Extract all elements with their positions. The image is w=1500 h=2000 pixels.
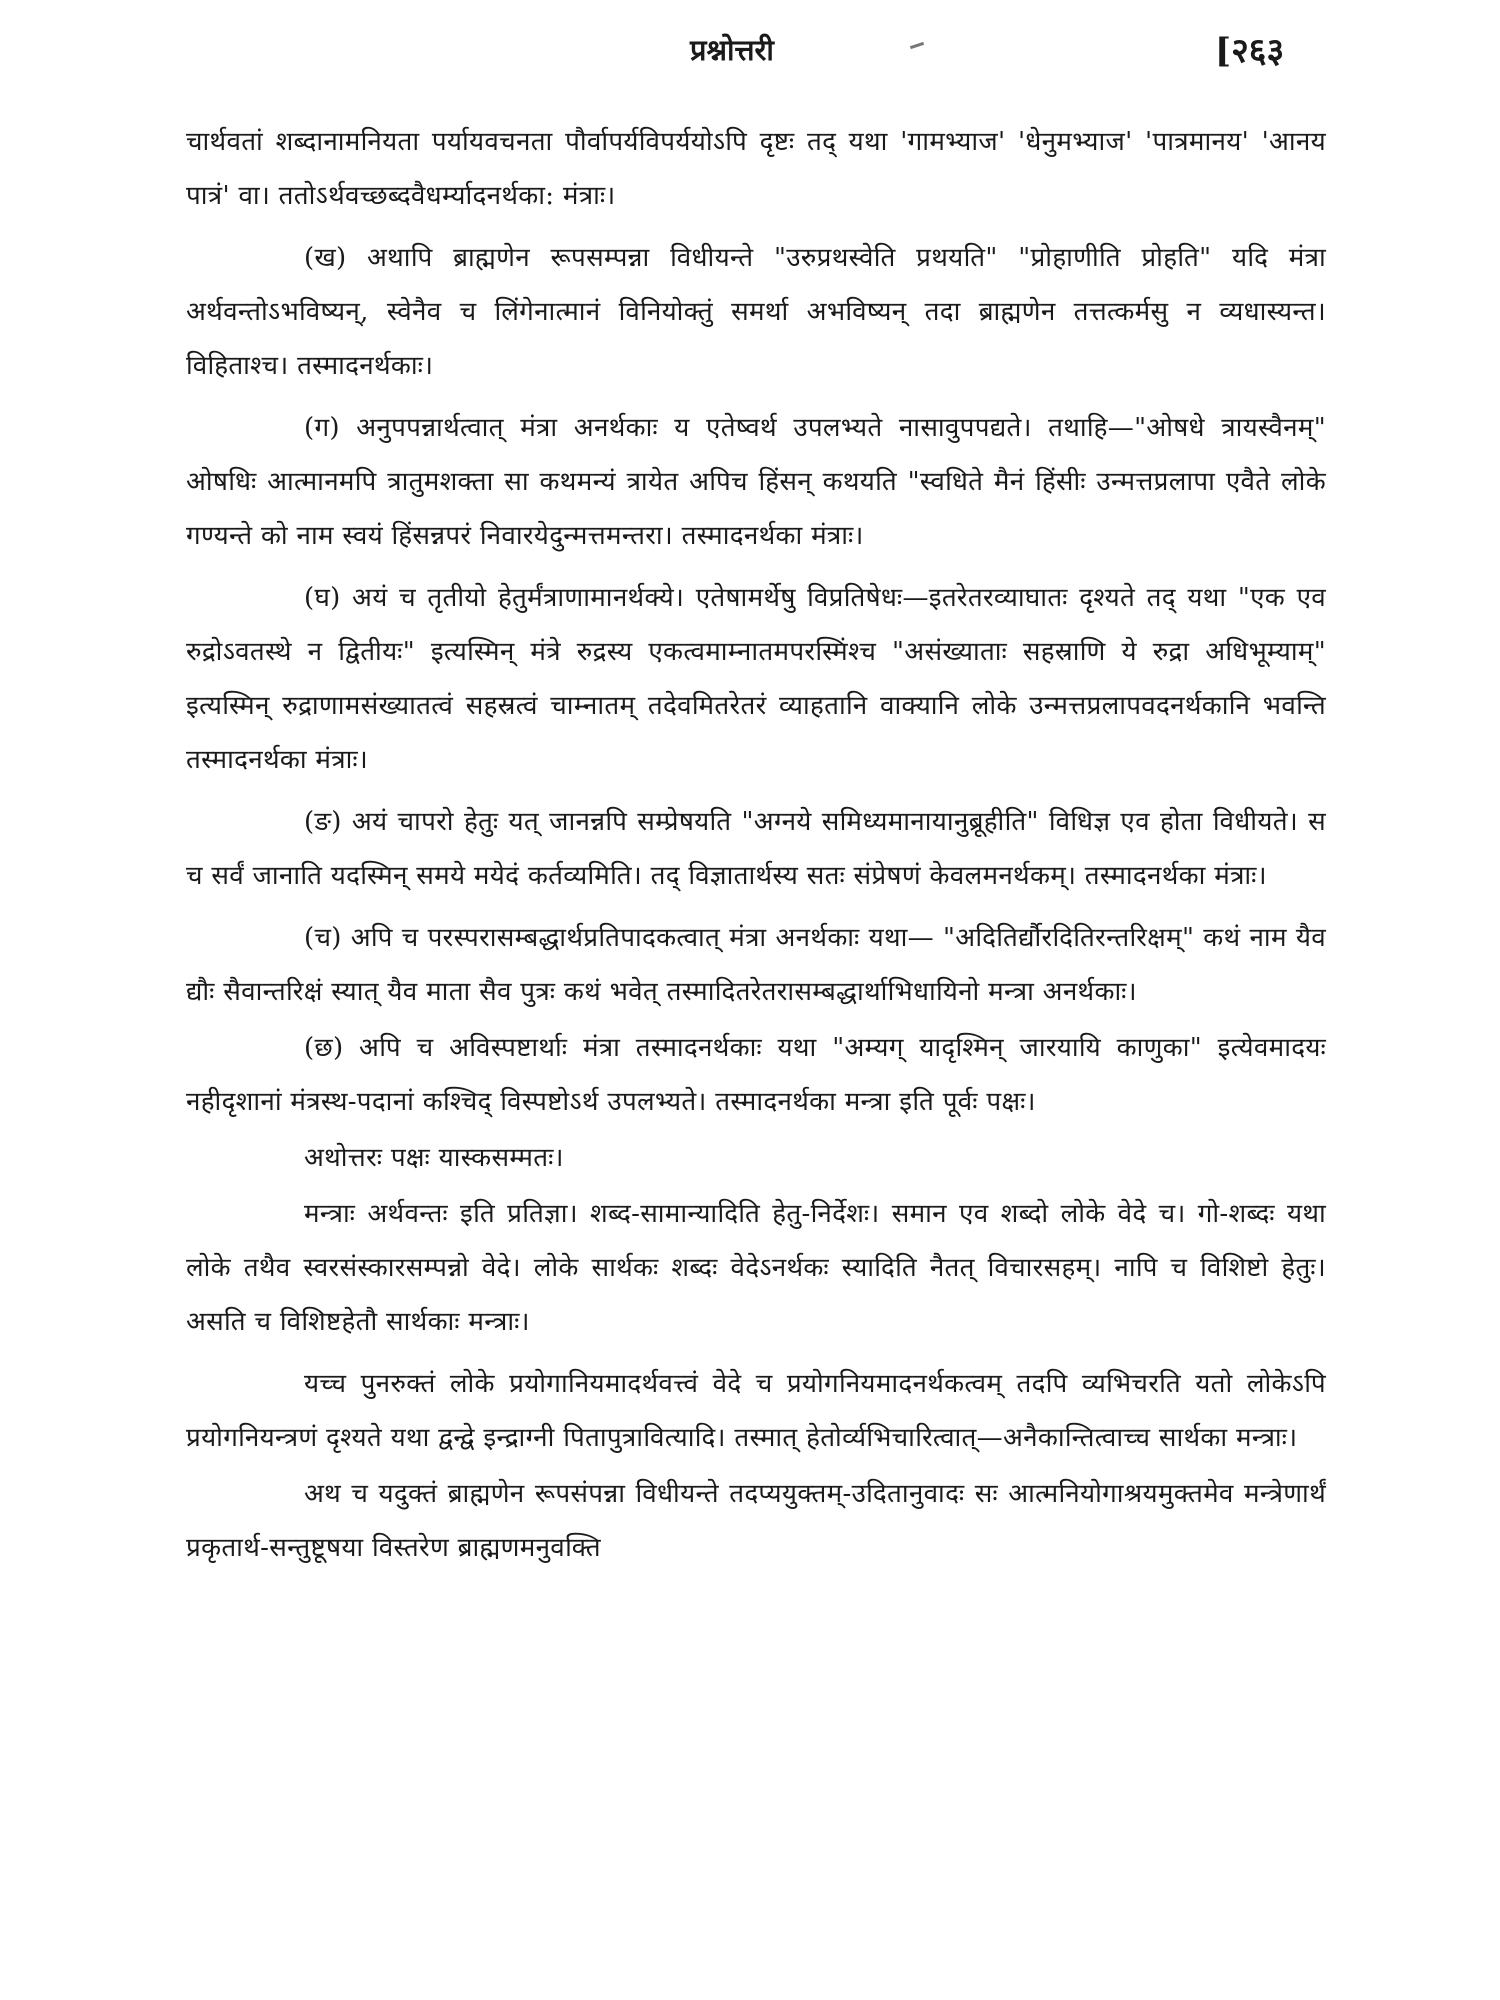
page-title: प्रश्नोत्तरी (690, 33, 774, 67)
body-text (186, 115, 1326, 1583)
paragraph-continuation: चार्थवतां शब्दानामनियता पर्यायवचनता पौर्वापर्यविपर्ययोऽपि दृष्टः तद् यथा 'गामभ्याज' 'धेनुमभ्याज' 'पात्रमानय' 'आनय पात्रं' वा। ततोऽर्थवच्छब्दवैधर्म्यादनर्थका: मंत्राः। (186, 127, 1326, 211)
ink-mark (910, 42, 924, 49)
page-number: [२६३ (1215, 31, 1285, 71)
paragraph-punarukta: यच्च पुनरुक्तं लोके प्रयोगानियमादर्थवत्त्वं वेदे च प्रयोगनियमादनर्थकत्वम् तदपि व्यभिचरति यतो लोकेऽपि प्रयोगनियन्त्रणं दृश्यते यथा द्वन्द्वे इन्द्राग्नी पितापुत्रावित्यादि। तस्मात् हेतोर्व्यभिचारित्वात्—अनैकान्तित्वाच्च सार्थका मन्त्राः। (186, 1369, 1326, 1453)
paragraph-brahmana: अथ च यदुक्तं ब्राह्मणेन रूपसंपन्ना विधीयन्ते तदप्ययुक्तम्-उदितानुवादः सः आत्मनियोगाश्रयमुक्तमेव मन्त्रेणार्थं प्रकृतार्थ-सन्तुष्टूषया विस्तरेण ब्राह्मणमनुवक्ति (186, 1479, 1326, 1563)
paragraph-kha: (ख) अथापि ब्राह्मणेन रूपसम्पन्ना विधीयन्ते "उरुप्रथस्वेति प्रथयति" "प्रोहाणीति प्रोहति" यदि मंत्रा अर्थवन्तोऽभविष्यन्, स्वेनैव च लिंगेनात्मानं विनियोक्तुं समर्था अभविष्यन् तदा ब्राह्मणेन तत्तत्कर्मसु न व्यधास्यन्त। विहिताश्च। तस्मादनर्थकाः। (186, 243, 1326, 381)
paragraph-uttara-paksha: अथोत्तरः पक्षः यास्कसम्मतः। (304, 1143, 564, 1173)
paragraph-pratijna: मन्त्राः अर्थवन्तः इति प्रतिज्ञा। शब्द-सामान्यादिति हेतु-निर्देशः। समान एव शब्दो लोके वेदे च। गो-शब्दः यथा लोके तथैव स्वरसंस्कारसम्पन्नो वेदे। लोके सार्थकः शब्दः वेदेऽनर्थकः स्यादिति नैतत् विचारसहम्। नापि च विशिष्टो हेतुः। असति च विशिष्टहेतौ सार्थकाः मन्त्राः। (186, 1199, 1326, 1337)
paragraph-chha: (छ) अपि च अविस्पष्टार्थाः मंत्रा तस्मादनर्थकाः यथा "अम्यग् यादृश्मिन् जारयायि काणुका" इत्येवमादयः नहीदृशानां मंत्रस्थ-पदानां कश्चिद् विस्पष्टोऽर्थ उपलभ्यते। तस्मादनर्थका मन्त्रा इति पूर्वः पक्षः। (186, 1033, 1326, 1117)
paragraph-cha: (च) अपि च परस्परासम्बद्धार्थप्रतिपादकत्वात् मंत्रा अनर्थकाः यथा— "अदितिर्द्यौरदितिरन्तरिक्षम्" कथं नाम यैव द्यौः सैवान्तरिक्षं स्यात् यैव माता सैव पुत्रः कथं भवेत् तस्मादितरेतरासम्बद्धार्थाभिधायिनो मन्त्रा अनर्थकाः। (186, 923, 1326, 1007)
paragraph-gha: (घ) अयं च तृतीयो हेतुर्मंत्राणामानर्थक्ये। एतेषामर्थेषु विप्रतिषेधः—इतरेतरव्याघातः दृश्यते तद् यथा "एक एव रुद्रोऽवतस्थे न द्वितीयः" इत्यस्मिन् मंत्रे रुद्रस्य एकत्वमाम्नातमपरस्मिंश्च "असंख्याताः सहस्राणि ये रुद्रा अधिभूम्याम्" इत्यस्मिन् रुद्राणामसंख्यातत्वं सहस्रत्वं चाम्नातम् तदेवमितरेतरं व्याहतानि वाक्यानि लोके उन्मत्तप्रलापवदनर्थकानि भवन्ति तस्मादनर्थका मंत्राः। (186, 583, 1326, 775)
paragraph-nga: (ङ) अयं चापरो हेतुः यत् जानन्नपि सम्प्रेषयति "अग्नये समिध्यमानायानुब्रूहीति" विधिज्ञ एव होता विधीयते। स च सर्वं जानाति यदस्मिन् समये मयेदं कर्तव्यमिति। तद् विज्ञातार्थस्य सतः संप्रेषणं केवलमनर्थकम्। तस्मादनर्थका मंत्राः। (186, 807, 1326, 891)
paragraph-ga: (ग) अनुपपन्नार्थत्वात् मंत्रा अनर्थकाः य एतेष्वर्थ उपलभ्यते नासावुपपद्यते। तथाहि—"ओषधे त्रायस्वैनम्" ओषधिः आत्मानमपि त्रातुमशक्ता सा कथमन्यं त्रायेत अपिच हिंसन् कथयति "स्वधिते मैनं हिंसीः उन्मत्तप्रलापा एवैते लोके गण्यन्ते को नाम स्वयं हिंसन्नपरं निवारयेदुन्मत्तमन्तरा। तस्मादनर्थका मंत्राः। (186, 413, 1326, 551)
running-head (0, 30, 1500, 90)
